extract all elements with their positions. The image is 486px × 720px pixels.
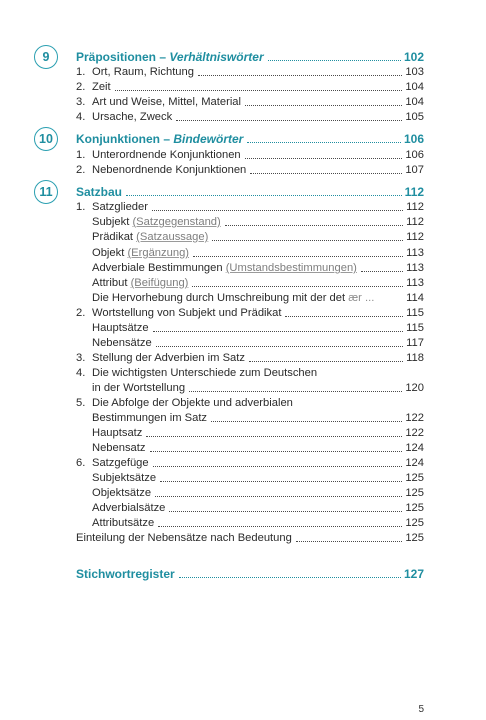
toc-entry[interactable]: 4. Ursache, Zweck 105: [76, 111, 424, 123]
page-folio: 5: [418, 704, 424, 715]
toc-entry[interactable]: 2. Nebenordnende Konjunktionen 107: [76, 164, 424, 176]
chapter-number: 11: [39, 185, 53, 199]
toc-subentry[interactable]: Adverbialsätze 125: [92, 502, 424, 514]
dot-leader: [179, 577, 401, 578]
toc-entry-line1[interactable]: 4. Die wichtigsten Unterschiede zum Deutschen: [76, 367, 318, 379]
page-number: 112: [404, 185, 424, 199]
toc-entry[interactable]: 1. Satzglieder 112: [76, 201, 424, 213]
toc-entry[interactable]: 1. Unterordnende Konjunktionen 106: [76, 149, 424, 161]
toc-entry-line2[interactable]: Bestimmungen im Satz 122: [92, 412, 424, 424]
toc-entry[interactable]: 6. Satzgefüge 124: [76, 457, 424, 469]
toc-subentry[interactable]: Objekt (Ergänzung) 113: [92, 247, 424, 259]
dot-leader: [247, 142, 401, 143]
chapter-10-badge: [34, 127, 58, 151]
chapter-title: Satzbau: [76, 185, 123, 199]
chapter-title: Präpositionen – Verhältniswörter: [76, 50, 264, 64]
page-number: 102: [403, 50, 424, 64]
chapter-number: 9: [42, 50, 50, 64]
toc-entry[interactable]: Einteilung der Nebensätze nach Bedeutung 125: [76, 532, 424, 544]
toc-subentry[interactable]: Subjektsätze 125: [92, 472, 424, 484]
toc-subentry[interactable]: Adverbiale Bestimmungen (Umstandsbestimmungen) 113: [92, 262, 424, 274]
page-number: 106: [403, 132, 424, 146]
chapter-title: Konjunktionen – Bindewörter: [76, 132, 244, 146]
toc-entry[interactable]: 2. Zeit 104: [76, 81, 424, 93]
chapter-number: 10: [39, 132, 53, 146]
toc-entry-line2[interactable]: in der Wortstellung 120: [92, 382, 424, 394]
toc-entry[interactable]: 1. Ort, Raum, Richtung 103: [76, 66, 424, 78]
toc-chapter-11[interactable]: [76, 183, 424, 199]
toc-subentry[interactable]: Subjekt (Satzgegenstand) 112: [92, 216, 424, 228]
toc-subentry[interactable]: Hauptsatz 122: [92, 427, 424, 439]
register-title: Stichwortregister: [76, 567, 175, 581]
toc-chapter-10[interactable]: [76, 130, 424, 146]
toc-subentry[interactable]: Nebensätze 117: [92, 337, 424, 349]
chapter-9-badge: [34, 45, 58, 69]
page-number: 127: [403, 567, 424, 581]
dot-leader: [268, 60, 401, 61]
toc-entry[interactable]: 2. Wortstellung von Subjekt und Prädikat 115: [76, 307, 424, 319]
toc-register[interactable]: [76, 565, 424, 581]
toc-entry[interactable]: 3. Stellung der Adverbien im Satz 118: [76, 352, 424, 364]
dot-leader: [126, 195, 402, 196]
toc-subentry[interactable]: Attribut (Beifügung) 113: [92, 277, 424, 289]
toc-entry[interactable]: 3. Art und Weise, Mittel, Material 104: [76, 96, 424, 108]
toc-chapter-9[interactable]: [76, 48, 424, 64]
toc-subentry[interactable]: Nebensatz 124: [92, 442, 424, 454]
toc-subentry[interactable]: Die Hervorhebung durch Umschreibung mit der det ær ... 114: [92, 292, 424, 304]
toc-entry-line1[interactable]: 5. Die Abfolge der Objekte und adverbialen: [76, 397, 293, 409]
toc-subentry[interactable]: Objektsätze 125: [92, 487, 424, 499]
toc-subentry[interactable]: Prädikat (Satzaussage) 112: [92, 231, 424, 243]
toc-subentry[interactable]: Attributsätze 125: [92, 517, 424, 529]
toc-subentry[interactable]: Hauptsätze 115: [92, 322, 424, 334]
chapter-11-badge: [34, 180, 58, 204]
